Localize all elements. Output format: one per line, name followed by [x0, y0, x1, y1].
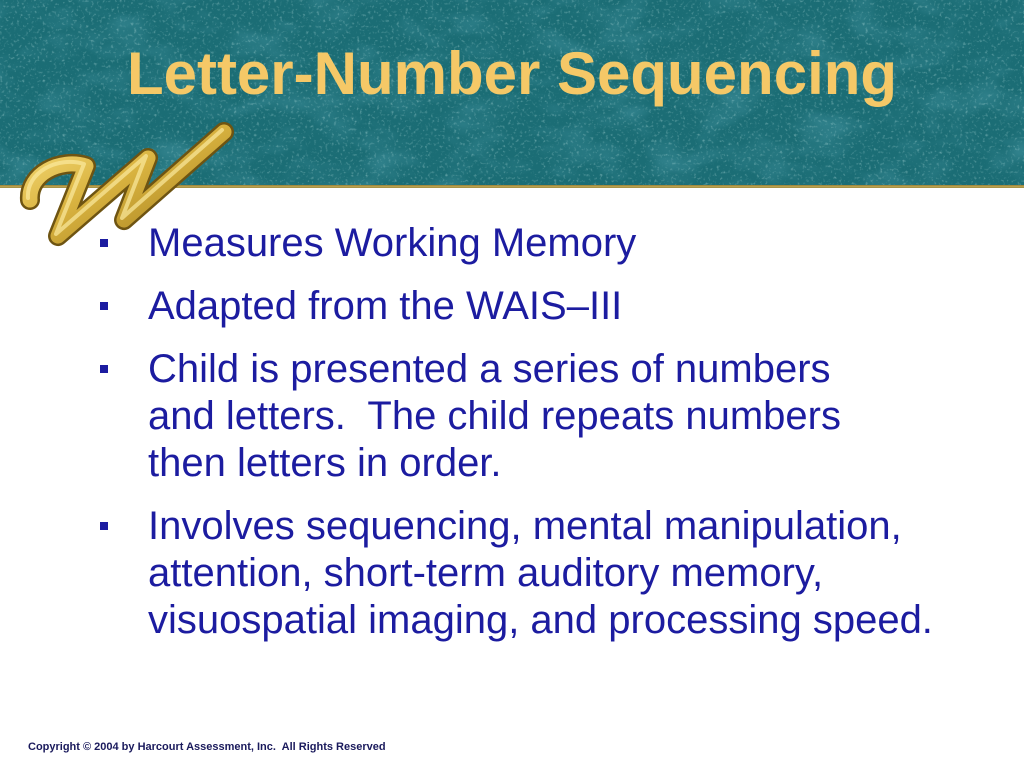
bullet-item [0, 346, 1024, 487]
bullet-item [0, 283, 1024, 330]
bullet-text-line: then letters in order. [148, 441, 502, 485]
square-bullet-icon [100, 522, 108, 530]
bullet-text-line: and letters. The child repeats numbers [148, 394, 841, 438]
bullet-list [0, 220, 1024, 660]
slide-title: Letter-Number Sequencing [126, 40, 898, 107]
bullet-item [0, 503, 1024, 644]
bullet-text-line: attention, short-term auditory memory, [148, 551, 824, 595]
bullet-item [0, 220, 1024, 267]
square-bullet-icon [100, 365, 108, 373]
square-bullet-icon [100, 239, 108, 247]
bullet-text-line: Child is presented a series of numbers [148, 347, 831, 391]
bullet-text-line: Measures Working Memory [148, 221, 637, 265]
square-bullet-icon [100, 302, 108, 310]
copyright-footer: Copyright © 2004 by Harcourt Assessment, Inc. All Rights Reserved [28, 741, 386, 753]
bullet-text-line: visuospatial imaging, and processing speed. [148, 598, 933, 642]
bullet-text-line: Adapted from the WAIS–III [148, 284, 623, 328]
bullet-text-line: Involves sequencing, mental manipulation, [148, 504, 902, 548]
